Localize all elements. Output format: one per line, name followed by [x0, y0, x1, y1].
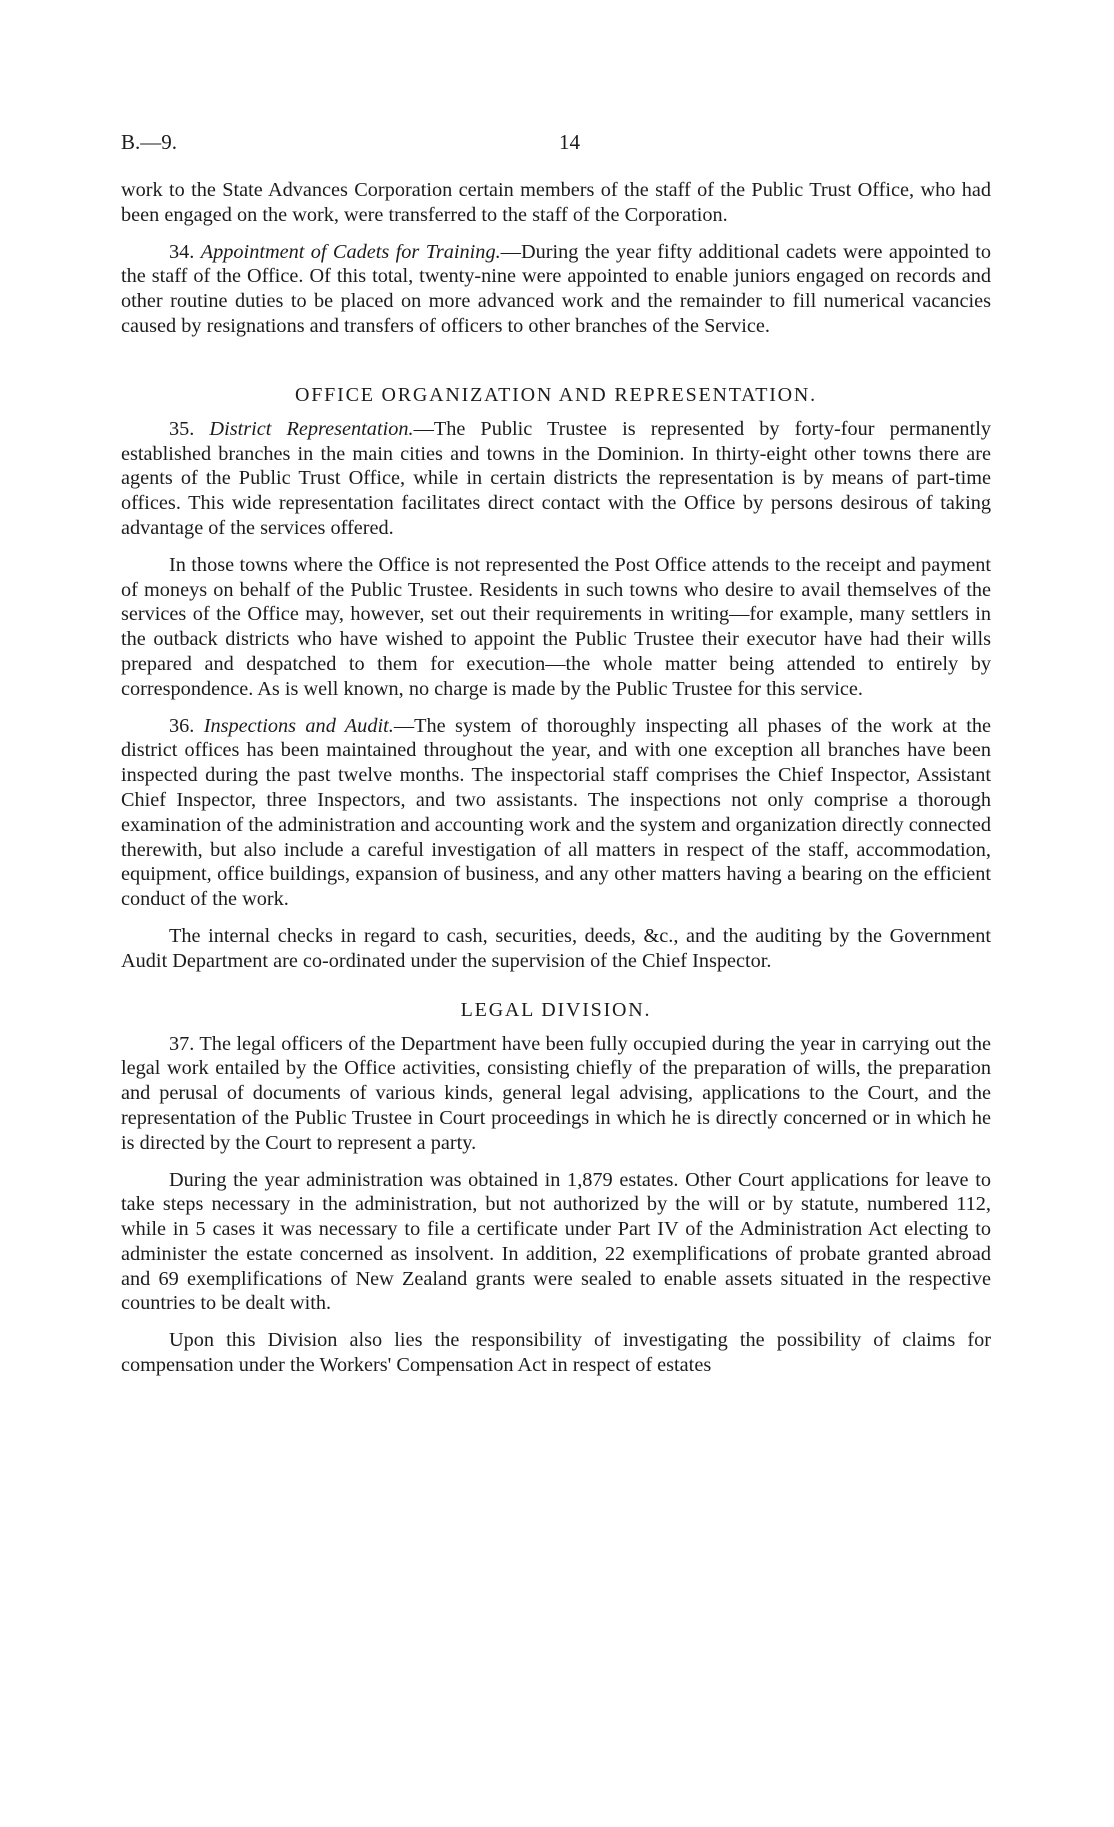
continuation-paragraph: work to the State Advances Corporation certain members of the staff of the Public Trust Office, who had been engaged on the work, were transferred to the staff of the Corporation. — [121, 179, 991, 226]
paragraph-heading: District Representation. — [209, 417, 414, 440]
paragraph-number: 35. — [169, 417, 195, 440]
paragraph-heading: Inspections and Audit. — [203, 714, 394, 737]
section-heading-legal: LEGAL DIVISION. — [460, 998, 652, 1021]
document-body — [121, 178, 991, 1390]
section-heading-office: OFFICE ORGANIZATION AND REPRESENTATION. — [295, 383, 817, 406]
paragraph-35-continued: In those towns where the Office is not represented the Post Office attends to the receipt and payment of moneys on behalf of the Public Trustee. Residents in such towns who desire to avail themselves of the services of the Office may, however, set out their requirements in writing—for example, many settlers in the outback districts who have wished to appoint the Public Trustee their executor have had their wills prepared and despatched to them for execution—the whole matter being attended to entirely by correspondence. As is well known, no charge is made by the Public Trustee for this service. — [121, 553, 991, 700]
paragraph-37-continued: During the year administration was obtained in 1,879 estates. Other Court applications for leave to take steps necessary in the administration, but not authorized by the will or by statute, numbered 112, while in 5 cases it was necessary to file a certificate under Part IV of the Administration Act electing to administer the estate concerned as insolvent. In addition, 22 exemplifications of probate granted abroad and 69 exemplifications of New Zealand grants were sealed to enable assets situated in the respective countries to be dealt with. — [121, 1168, 991, 1315]
paragraph-34 — [121, 240, 991, 339]
paragraph-text: —During the year fifty additional cadets were appointed to the staff of the Office. Of this total, twenty-nine were appointed to enable juniors engaged on records and other routine duties to be placed on more advanced work and the remainder to fill numerical vacancies caused by resignations and transfers of officers to other branches of the Service. — [121, 240, 991, 337]
paragraph-36 — [121, 714, 991, 912]
paragraph-number: 36. — [169, 714, 195, 737]
paragraph-text: —The Public Trustee is represented by forty-four permanently established branches in the main cities and towns in the Dominion. In thirty-eight other towns there are agents of the Public Trust Office, while in certain districts the representation is by means of part-time offices. This wide representation facilitates direct contact with the Office by persons desirous of taking advantage of the services offered. — [121, 417, 991, 539]
paragraph-37-final: Upon this Division also lies the responsibility of investigating the possibility of claims for compensation under the Workers' Compensation Act in respect of estates — [121, 1329, 991, 1377]
paragraph-35 — [121, 417, 991, 541]
paragraph-number: 34. — [169, 240, 195, 263]
page-header — [121, 130, 999, 160]
document-reference: B.—9. — [121, 130, 178, 154]
page-number: 14 — [559, 130, 580, 154]
paragraph-text: —The system of thoroughly inspecting all phases of the work at the district offices has been maintained throughout the year, and with one exception all branches have been inspected during the past twelve months. The inspectorial staff comprises the Chief Inspector, Assistant Chief Inspector, three Inspectors, and two assistants. The inspections not only comprise a thorough examination of the administration and accounting work and the system and organization directly connected therewith, but also include a careful investigation of all matters in respect of the staff, accommodation, equipment, office buildings, expansion of business, and any other matters having a bearing on the efficient conduct of the work. — [121, 714, 991, 911]
paragraph-heading: Appointment of Cadets for Training. — [200, 240, 501, 263]
paragraph-36-continued: The internal checks in regard to cash, securities, deeds, &c., and the auditing by the Government Audit Department are co-ordinated under the supervision of the Chief Inspector. — [121, 924, 991, 972]
paragraph-37: 37. The legal officers of the Department have been fully occupied during the year in carrying out the legal work entailed by the Office activities, consisting chiefly of the preparation of wills, the preparation and perusal of documents of various kinds, general legal advising, applications to the Court, and the representation of the Public Trustee in Court proceedings in which he is directly concerned or in which he is directed by the Court to represent a party. — [121, 1032, 991, 1154]
